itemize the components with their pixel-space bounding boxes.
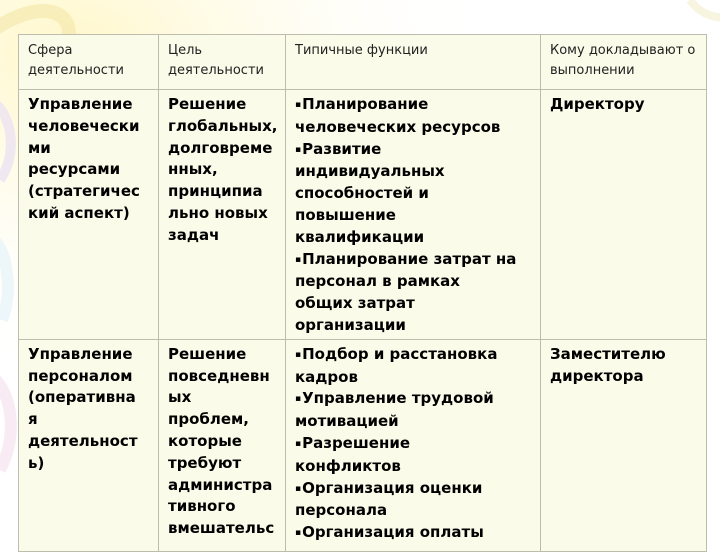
cell-sphere: Управление персоналом (оперативна я деятельност ь) <box>19 339 159 551</box>
bullet-icon: ▪ <box>295 100 302 110</box>
list-item: ▪Разрешение конфликтов <box>295 433 411 475</box>
table-header-row <box>19 35 707 90</box>
cell-functions <box>286 90 541 340</box>
functions-list <box>295 344 532 545</box>
functions-table-container <box>18 34 706 552</box>
bullet-icon: ▪ <box>295 528 302 539</box>
table-row <box>19 339 707 551</box>
cell-functions <box>286 339 541 551</box>
bullet-icon: ▪ <box>295 349 302 360</box>
hr-functions-table <box>18 34 707 552</box>
list-item: ▪Управление трудовой мотивацией <box>295 389 494 431</box>
cell-reports-to: Заместителю директора <box>541 339 707 551</box>
table-row <box>19 90 707 340</box>
cell-goal: Решение повседневн ых проблем, которые требуют администра тивного вмешательс <box>159 339 286 551</box>
bullet-icon: ▪ <box>295 254 302 265</box>
list-item: ▪Планирование человеческих ресурсов <box>295 95 501 136</box>
bullet-icon: ▪ <box>295 394 302 405</box>
header-functions: Типичные функции <box>286 35 541 90</box>
header-goal: Цель деятельности <box>159 35 286 90</box>
cell-reports-to: Директору <box>541 90 707 340</box>
functions-list <box>295 94 532 337</box>
bullet-icon: ▪ <box>295 144 302 155</box>
list-item: ▪Организация оценки персонала <box>295 478 483 520</box>
header-sphere: Сфера деятельности <box>19 35 159 90</box>
list-item: ▪Организация оплаты <box>295 523 484 542</box>
bullet-icon: ▪ <box>295 438 302 449</box>
list-item: ▪Подбор и расстановка кадров <box>295 344 498 386</box>
cell-goal: Решение глобальных, долговреме нных, принципиа льно новых задач <box>159 90 286 340</box>
bullet-icon: ▪ <box>295 483 302 494</box>
list-item: ▪Планирование затрат на персонал в рамках общих затрат организации <box>295 249 517 334</box>
list-item: ▪Развитие индивидуальных способностей и повышение квалификации <box>295 139 445 246</box>
header-reports-to: Кому докладывают о выполнении <box>541 35 707 90</box>
cell-sphere: Управление человечески ми ресурсами (стратегичес кий аспект) <box>19 90 159 340</box>
